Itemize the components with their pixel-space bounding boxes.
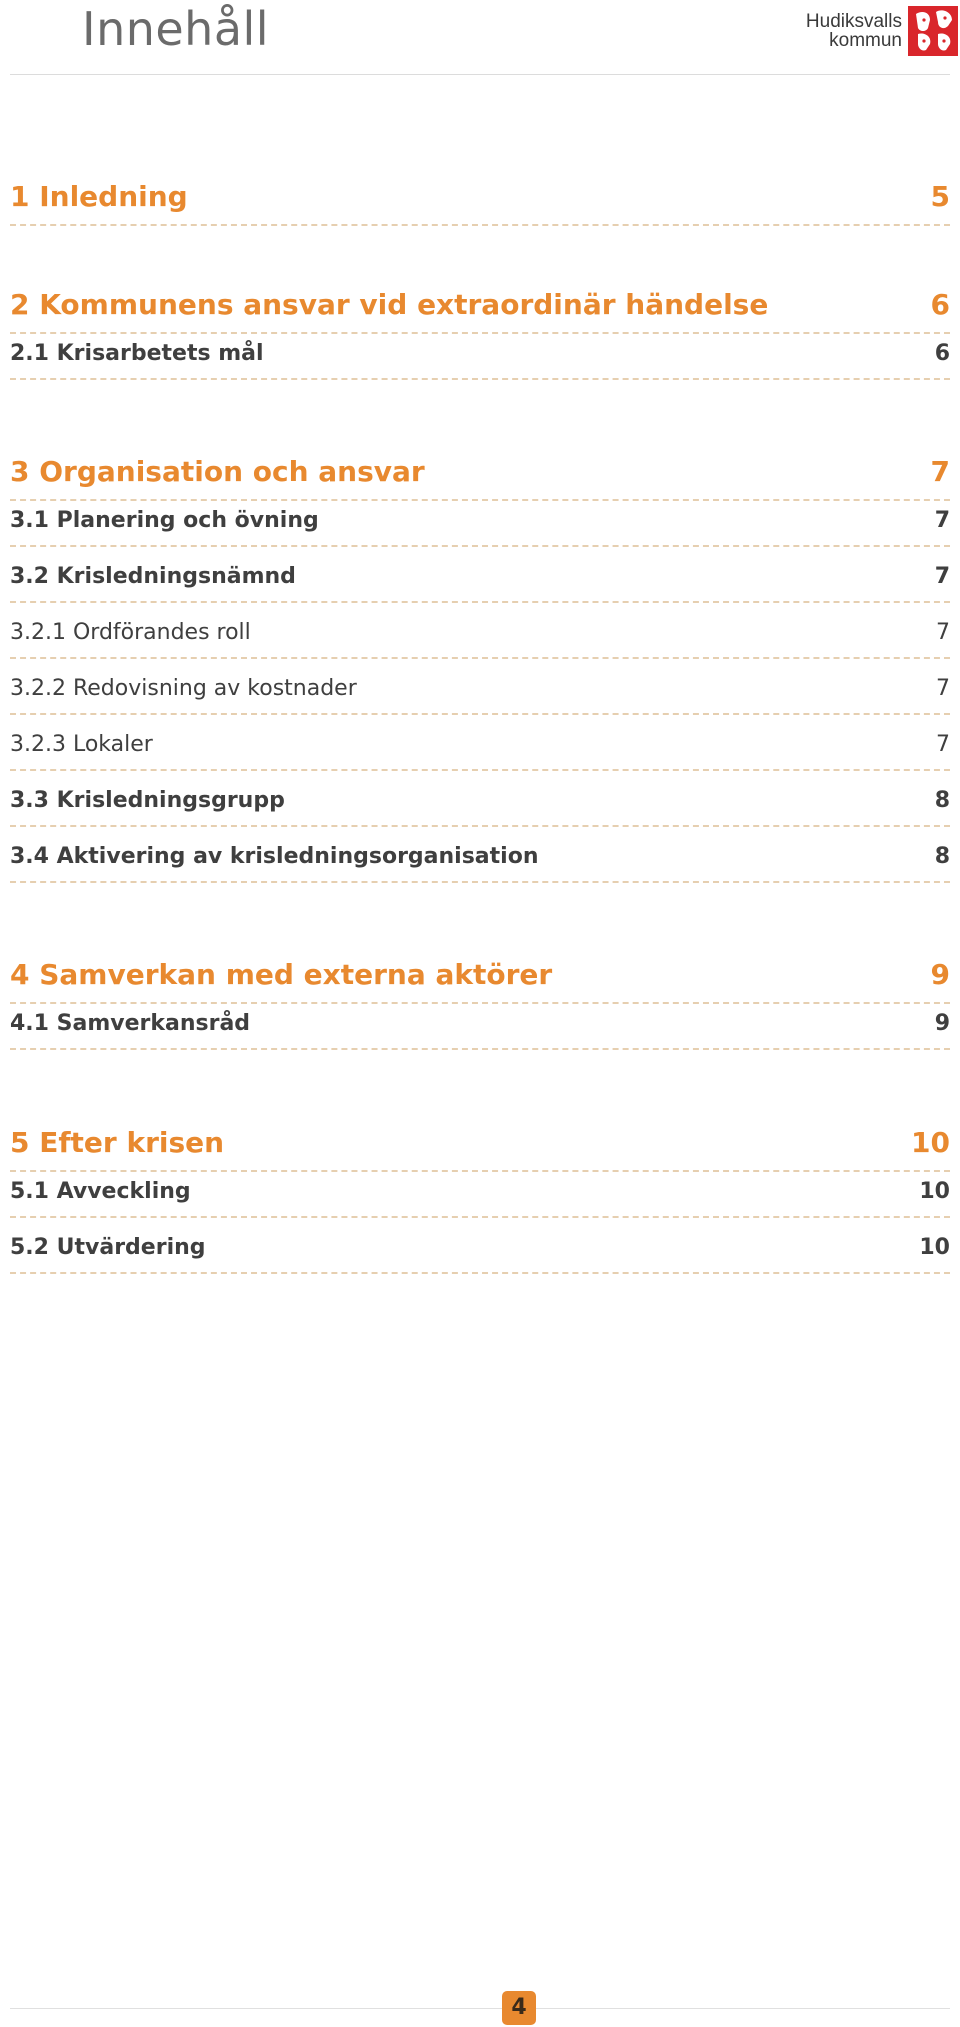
toc-entry[interactable]: [10, 615, 950, 659]
toc-entry[interactable]: [10, 839, 950, 883]
toc-entry[interactable]: [10, 445, 950, 501]
toc-entry-page: 8: [934, 788, 950, 813]
toc-entry-title: 3.1 Planering och övning: [10, 508, 319, 533]
toc-entry[interactable]: [10, 336, 950, 380]
toc-entry-title: 4 Samverkan med externa aktörer: [10, 958, 553, 991]
toc-entry-page: 9: [930, 958, 950, 991]
municipality-logo: [806, 6, 958, 56]
toc-entry-page: 8: [934, 844, 950, 869]
toc-entry[interactable]: [10, 278, 950, 334]
toc-entry[interactable]: [10, 727, 950, 771]
toc-entry-title: 3 Organisation och ansvar: [10, 455, 425, 488]
toc-entry-title: 5.1 Avveckling: [10, 1179, 191, 1204]
toc-entry-title: 3.4 Aktivering av krisledningsorganisation: [10, 844, 539, 869]
toc-entry[interactable]: [10, 948, 950, 1004]
toc-entry[interactable]: [10, 559, 950, 603]
toc-entry-page: 7: [936, 620, 950, 645]
logo-line-2: kommun: [829, 30, 902, 51]
toc-entry[interactable]: [10, 671, 950, 715]
toc-entry-page: 7: [936, 676, 950, 701]
toc-entry-page: 7: [934, 508, 950, 533]
toc-entry-title: 5.2 Utvärdering: [10, 1235, 206, 1260]
toc-entry[interactable]: [10, 1116, 950, 1172]
toc-entry-page: 6: [930, 288, 950, 321]
toc-entry-page: 10: [919, 1179, 950, 1204]
toc-entry-title: 3.2 Krisledningsnämnd: [10, 564, 296, 589]
toc-entry-page: 7: [936, 732, 950, 757]
toc-entry-page: 7: [934, 564, 950, 589]
toc-entry[interactable]: [10, 1174, 950, 1218]
toc-entry[interactable]: [10, 1006, 950, 1050]
toc-entry-page: 10: [911, 1126, 950, 1159]
toc-entry-page: 9: [934, 1011, 950, 1036]
logo-line-1: Hudiksvalls: [805, 11, 902, 32]
toc-entry[interactable]: [10, 503, 950, 547]
toc-entry-page: 6: [934, 341, 950, 366]
goat-heads-icon: [908, 6, 958, 56]
header-divider: [10, 74, 950, 75]
toc-entry-title: 1 Inledning: [10, 180, 188, 213]
toc-entry-page: 7: [930, 455, 950, 488]
toc-entry-title: 3.2.3 Lokaler: [10, 732, 153, 757]
toc-entry-title: 3.2.1 Ordförandes roll: [10, 620, 251, 645]
toc-entry[interactable]: [10, 170, 950, 226]
toc-entry[interactable]: [10, 1230, 950, 1274]
toc-entry-title: 4.1 Samverkansråd: [10, 1011, 251, 1036]
page-header: [0, 0, 960, 76]
toc-entry-title: 3.2.2 Redovisning av kostnader: [10, 676, 357, 701]
toc-entry-page: 10: [919, 1235, 950, 1260]
page-number-badge: 4: [502, 1991, 536, 2025]
toc-entry-title: 5 Efter krisen: [10, 1126, 225, 1159]
page-title: Innehåll: [82, 2, 270, 56]
toc-entry[interactable]: [10, 783, 950, 827]
toc-entry-title: 3.3 Krisledningsgrupp: [10, 788, 285, 813]
logo-wordmark: [806, 12, 902, 50]
toc-entry-title: 2 Kommunens ansvar vid extraordinär händelse: [10, 288, 769, 321]
toc-entry-page: 5: [930, 180, 950, 213]
toc-entry-title: 2.1 Krisarbetets mål: [10, 341, 264, 366]
footer-divider: [10, 2008, 950, 2009]
